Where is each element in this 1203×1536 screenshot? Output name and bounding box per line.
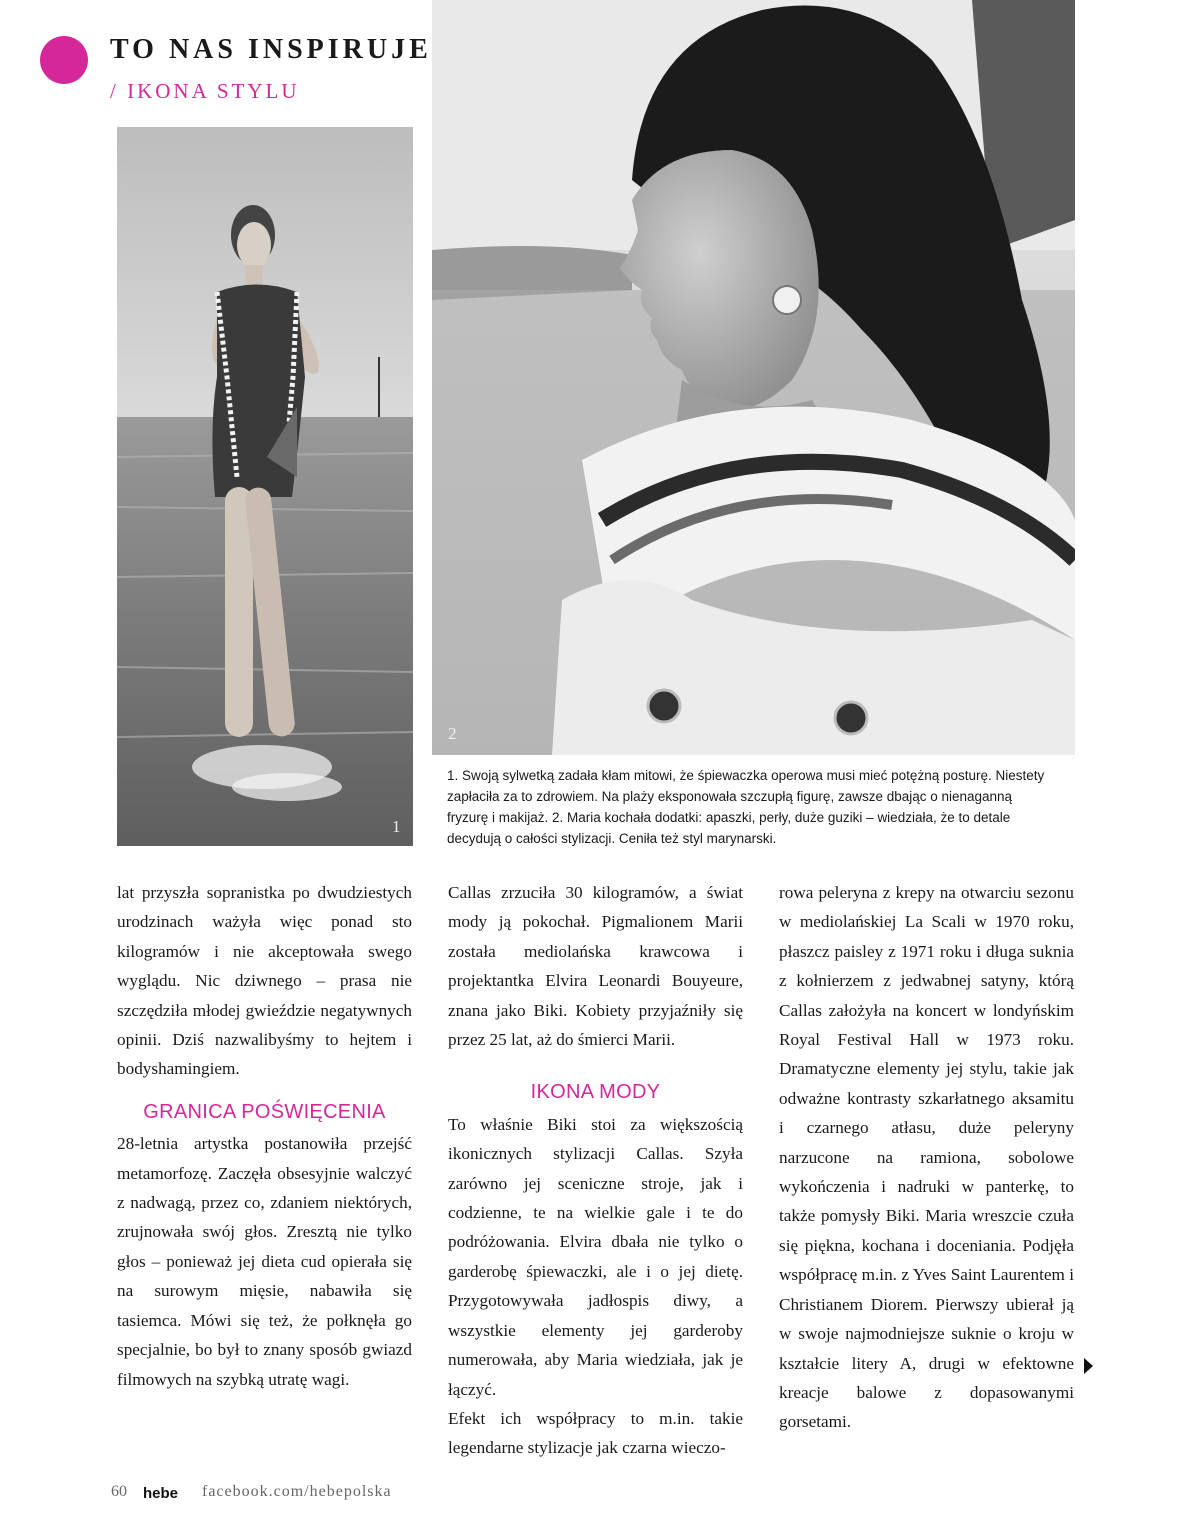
article-paragraph: To właśnie Biki stoi za większością ikonicznych stylizacji Callas. Szyła zarówno jej sceniczne stroje, jak i codzienne, te na wielkie gale i te do podróżowania. Elvira dbała nie tylko o garderobę śpiewaczki, ale i o jej dietę. Przygotowywała jadłospis diwy, a wszystkie elementy jej garderoby numerowała, aby Maria wiedziała, jak je łączyć. xyxy=(448,1114,743,1399)
photo-number: 1 xyxy=(392,817,401,836)
section-heading: GRANICA POŚWIĘCENIA xyxy=(143,1100,386,1123)
page-number: 60 xyxy=(111,1483,127,1500)
footer-link[interactable]: facebook.com/hebepolska xyxy=(202,1483,392,1500)
hebe-logo: hebe xyxy=(143,1485,179,1502)
portrait-photo xyxy=(432,0,1075,755)
section-title: TO NAS INSPIRUJE xyxy=(110,34,432,65)
section-subtitle: / IKONA STYLU xyxy=(110,79,300,103)
continue-arrow-icon xyxy=(1084,1358,1093,1374)
portrait-illustration xyxy=(432,0,1075,755)
article-paragraph: Efekt ich współpracy to m.in. takie legendarne stylizacje jak czarna wieczo- xyxy=(448,1408,743,1458)
article-paragraph: Callas zrzuciła 30 kilogramów, a świat mody ją pokochał. Pigmalionem Marii została mediolańska krawcowa i projektantka Elvira Leonardi Bouyeure, znana jako Biki. Kobiety przyjaźniły się przez 25 lat, aż do śmierci Marii. xyxy=(448,883,743,1050)
swimsuit-illustration xyxy=(117,127,413,846)
section-heading: IKONA MODY xyxy=(530,1081,661,1104)
photo-number: 2 xyxy=(448,724,457,743)
article-column-3 xyxy=(779,878,1074,1437)
swimsuit-photo xyxy=(117,127,413,846)
article-column-2 xyxy=(448,878,743,1463)
magenta-dot-icon xyxy=(40,36,88,84)
article-column-1 xyxy=(117,878,412,1394)
article-paragraph: lat przyszła sopranistka po dwudziestych urodzinach ważyła więc ponad sto kilogramów i nie akceptowała swego wyglądu. Nic dziwnego – prasa nie szczędziła młodej gwieździe negatywnych opinii. Dziś nazwalibyśmy to hejtem i bodyshamingiem. xyxy=(117,883,412,1079)
article-paragraph: rowa peleryna z krepy na otwarciu sezonu w mediolańskiej La Scali w 1970 roku, płaszcz paisley z 1971 roku i długa suknia z kołnierzem z jedwabnej satyny, którą Callas założyła na koncert w londyńskim Royal Festival Hall w 1973 roku. Dramatyczne elementy jej stylu, takie jak odważne kontrasty szkarłatnego aksamitu i czarnego atłasu, duże peleryny narzucone na ramiona, sobolowe wykończenia i nadruki w panterkę, to także pomysły Biki. Maria wreszcie czuła się piękna, kochana i doceniania. Podjęła współpracę m.in. z Yves Saint Laurentem i Christianem Diorem. Pierwszy ubierał ją w swoje najmodniejsze suknie o kroju w kształcie litery A, drugi w efektowne kreacje balowe z dopasowanymi gorsetami. xyxy=(779,883,1074,1432)
article-paragraph: 28-letnia artystka postanowiła przejść metamorfozę. Zaczęła obsesyjnie walczyć z nadwagą, przez co, zdaniem niektórych, zrujnowała swój głos. Zresztą nie tylko głos – ponieważ jej dieta cud opierała się na surowym mięsie, nabawiła się tasiemca. Mówi się też, że połknęła go specjalnie, bo był to znany sposób gwiazd filmowych na szybką utratę wagi. xyxy=(117,1134,412,1389)
photo-caption: 1. Swoją sylwetką zadała kłam mitowi, że śpiewaczka operowa musi mieć potężną posturę. Niestety zapłaciła za to zdrowiem. Na plaży eksponowała szczupłą figurę, zawsze dbając o nienaganną fryzurę i makijaż. 2. Maria kochała dodatki: apaszki, perły, duże guziki – wiedziała, że to detale decydują o całości stylizacji. Ceniła też styl marynarski. xyxy=(447,768,1045,846)
